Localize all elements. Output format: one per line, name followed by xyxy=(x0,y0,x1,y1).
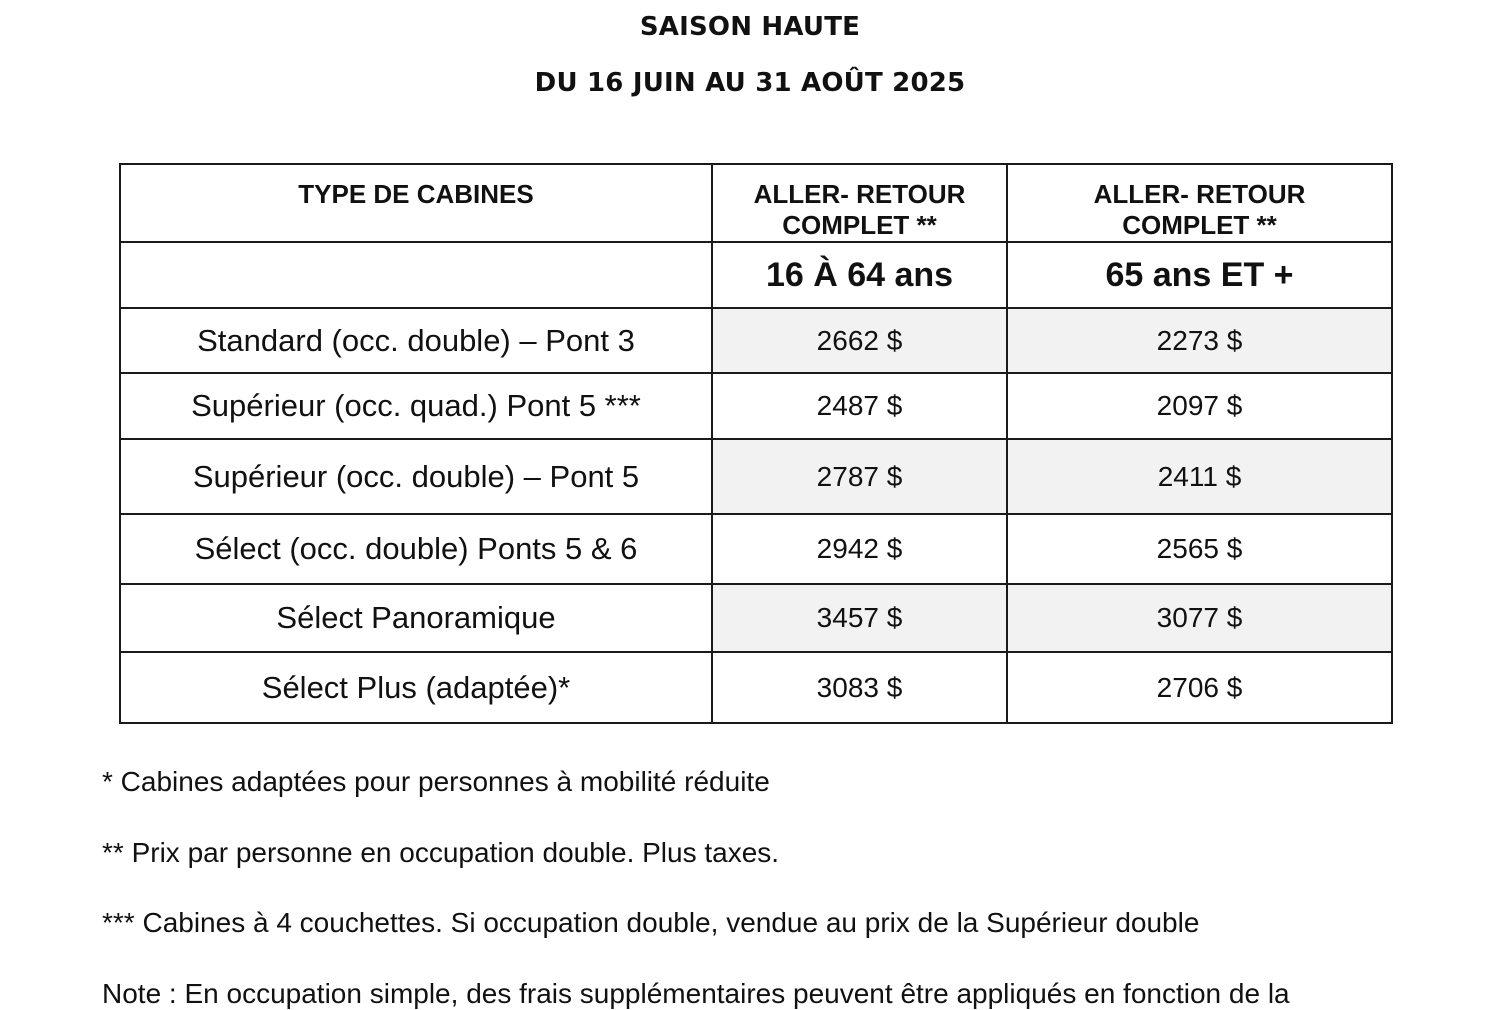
price-65-plus-cell: 2706 $ xyxy=(1007,652,1392,723)
cabin-type-cell: Sélect (occ. double) Ponts 5 & 6 xyxy=(120,514,712,584)
price-65-plus-cell: 3077 $ xyxy=(1007,584,1392,652)
table-row xyxy=(120,514,1392,584)
price-65-plus-cell: 2273 $ xyxy=(1007,308,1392,373)
footnote-four-berth-cabins: *** Cabines à 4 couchettes. Si occupation double, vendue au prix de la Supérieur double xyxy=(102,907,1200,938)
season-title: SAISON HAUTE xyxy=(639,12,861,42)
price-16-64-cell: 3457 $ xyxy=(712,584,1007,652)
table-row xyxy=(120,373,1392,439)
cabin-type-cell: Sélect Panoramique xyxy=(120,584,712,652)
price-65-plus-cell: 2565 $ xyxy=(1007,514,1392,584)
age-group-65-plus: 65 ans ET + xyxy=(1007,242,1392,308)
price-16-64-cell: 2487 $ xyxy=(712,373,1007,439)
cabin-type-cell: Standard (occ. double) – Pont 3 xyxy=(120,308,712,373)
footnote-adapted-cabins: * Cabines adaptées pour personnes à mobilité réduite xyxy=(102,766,770,797)
price-16-64-cell: 3083 $ xyxy=(712,652,1007,723)
age-group-row xyxy=(120,242,1392,308)
price-16-64-cell: 2787 $ xyxy=(712,439,1007,514)
footnote-single-occupancy: Note : En occupation simple, des frais supplémentaires peuvent être appliqués en fonction de la xyxy=(102,978,1290,1009)
age-group-16-64: 16 À 64 ans xyxy=(712,242,1007,308)
cabin-type-cell: Supérieur (occ. quad.) Pont 5 *** xyxy=(120,373,712,439)
price-16-64-cell: 2662 $ xyxy=(712,308,1007,373)
season-dates: DU 16 JUIN AU 31 AOÛT 2025 xyxy=(534,68,966,98)
price-65-plus-cell: 2411 $ xyxy=(1007,439,1392,514)
cabin-type-cell: Sélect Plus (adaptée)* xyxy=(120,652,712,723)
footnote-price-per-person: ** Prix par personne en occupation double. Plus taxes. xyxy=(102,837,780,868)
table-row xyxy=(120,584,1392,652)
table-row xyxy=(120,308,1392,373)
column-header-round-trip-65-plus: ALLER- RETOUR COMPLET ** xyxy=(1007,164,1392,242)
table-row xyxy=(120,652,1392,723)
table-row xyxy=(120,439,1392,514)
price-65-plus-cell: 2097 $ xyxy=(1007,373,1392,439)
cabin-type-cell: Supérieur (occ. double) – Pont 5 xyxy=(120,439,712,514)
price-16-64-cell: 2942 $ xyxy=(712,514,1007,584)
column-header-round-trip-16-64: ALLER- RETOUR COMPLET ** xyxy=(712,164,1007,242)
cabin-rates-table xyxy=(119,163,1393,724)
column-header-cabin-type: TYPE DE CABINES xyxy=(120,164,712,242)
age-group-empty-cell xyxy=(120,242,712,308)
table-header-row xyxy=(120,164,1392,242)
